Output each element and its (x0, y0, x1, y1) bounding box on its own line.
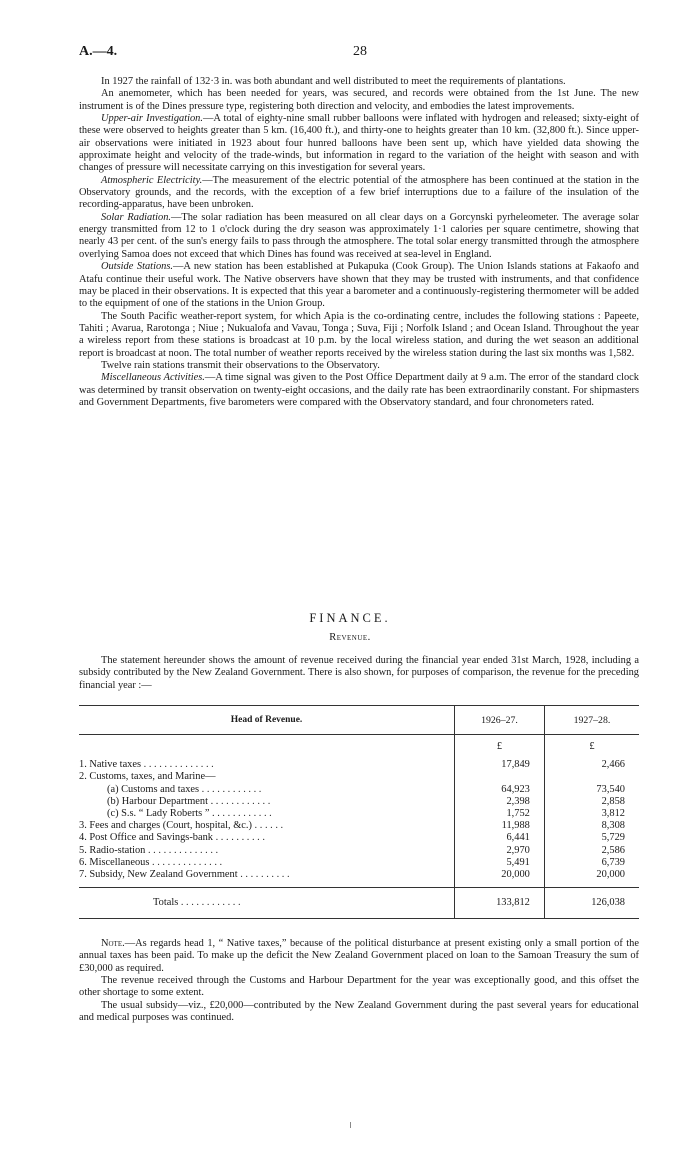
note-customs (79, 975, 639, 1000)
paragraph-weather-report-system (79, 311, 639, 360)
revenue-head-cell (79, 857, 455, 869)
revenue-head-cell (79, 771, 455, 783)
table-row (79, 759, 639, 771)
paragraph-outside-stations (79, 261, 639, 310)
revenue-head-label: 4. Post Office and Savings-bank (79, 832, 214, 844)
table-row (79, 808, 639, 820)
total-1926-27: 133,812 (455, 888, 545, 919)
paragraph-text: Twelve rain stations transmit their observations to the Observatory. (101, 359, 380, 371)
section-subtitle-revenue: Revenue. (329, 632, 371, 643)
revenue-1926-27: 20,000 (455, 869, 545, 881)
leader-dots: . . . . . . . . . . (218, 795, 271, 807)
total-1927-28: 126,038 (544, 888, 639, 919)
paragraph-text: In 1927 the rainfall of 132·3 in. was both abundant and well distributed to meet the requirements of plantations. (101, 76, 566, 87)
paragraph-text: —A total of eighty-nine small rubber balloons were inflated with hydrogen and released; sixty-eight of these were observed to heights greater than 5 km. (16,400 ft.), and thirty-one to heights greater than 10 km. (32,800 ft.). Since upper-air observations were initiated in 1923 about four hunred balloons have been sent up, which have yielded data showing the approximate height and velocity of the trade-winds, but information in regard to the variation of the height with season and with changes of pressure will necessitate carrying on this investigation for several years. (79, 113, 640, 174)
revenue-1927-28: 73,540 (544, 784, 639, 796)
leader-dots: . . . . . . (251, 820, 284, 832)
note-native-taxes (79, 938, 639, 975)
table-row (79, 784, 639, 796)
column-header-1926-27: 1926–27. (455, 706, 545, 735)
revenue-1927-28: 2,586 (544, 845, 639, 857)
revenue-1926-27: 11,988 (455, 820, 545, 832)
revenue-1927-28: 6,739 (544, 857, 639, 869)
page-mark (350, 1122, 351, 1128)
paragraph-anemometer (79, 88, 639, 113)
revenue-1926-27: 64,923 (455, 784, 545, 796)
revenue-1926-27: 5,491 (455, 857, 545, 869)
unit-1926-27: £ (455, 735, 545, 754)
document-reference: A.—4. (79, 44, 118, 59)
paragraph-rainfall (79, 76, 639, 88)
revenue-1927-28: 5,729 (544, 832, 639, 844)
table-row (79, 820, 639, 832)
revenue-1926-27: 17,849 (455, 759, 545, 771)
paragraph-text: The South Pacific weather-report system, for which Apia is the co-ordinating centre, includes the following stations : Papeete, Tahiti ; Avarua, Rarotonga ; Niue ; Nukualofa and Vavau, Tonga ; Suva, Fiji ; Norfolk Island ; and Ocean Island. Throughout the year a wireless report from these stations is broadcast at 10 p.m. by the local wireless station, and during the wet season an additional report is broadcast at noon. The total number of weather reports received by the wireless station during the last six months was 1,582. (79, 310, 639, 359)
note-text: —As regards head 1, “ Native taxes,” because of the political disturbance at present existing only a small portion of the annual taxes has been paid. To make up the deficit the New Zealand Government placed on loan to the Samoan Treasury the sum of £30,000 as required. (79, 938, 639, 974)
leader-dots: . . . . . . . . . . (219, 808, 272, 820)
revenue-head-cell (79, 759, 455, 771)
note-subsidy (79, 1000, 639, 1025)
table-row (79, 771, 639, 783)
revenue-head-label: (a) Customs and taxes (107, 783, 200, 795)
revenue-head-label: 3. Fees and charges (Court, hospital, &c.) (79, 820, 252, 832)
paragraph-heading: Outside Stations. (101, 261, 173, 273)
revenue-head-label: 6. Miscellaneous (79, 856, 150, 868)
table-row (79, 796, 639, 808)
page-header (79, 44, 641, 66)
table-row-units (79, 735, 639, 754)
leader-dots: . . . . . . . . . . . . . . (141, 759, 214, 771)
revenue-notes (79, 938, 639, 1024)
revenue-1927-28 (544, 771, 639, 783)
revenue-table (79, 705, 639, 919)
paragraph-text: —A time signal was given to the Post Office Department daily at 9 a.m. The error of the standard clock was determined by transit observation on twenty-eight occasions, and the daily rate has been extraordinarily constant. For shipmasters and Government Departments, five barometers were compared with the Observatory standard, and four chronometers rated. (79, 372, 639, 408)
unit-1927-28: £ (544, 735, 639, 754)
paragraph-text: —A new station has been established at Pukapuka (Cook Group). The Union Islands stations at Fakaofo and Atafu continue their useful work. The Native observers have shown that they may be trusted with instruments, and that confidence may be placed in their observations. It is expected that this year a barometer and a continuously-registering thermometer will be added to the equipment of one of the stations in the Union Group. (79, 261, 639, 310)
paragraph-atmospheric-electricity (79, 175, 639, 212)
revenue-head-cell (79, 796, 455, 808)
paragraph-solar-radiation (79, 212, 639, 261)
paragraph-heading: Miscellaneous Activities. (101, 372, 205, 384)
finance-intro-text: The statement hereunder shows the amount of revenue received during the financial year ended 31st March, 1928, including a subsidy contributed by the New Zealand Government. There is also shown, for purposes of comparison, the revenue for the preceding financial year :— (79, 655, 639, 691)
revenue-head-cell (79, 832, 455, 844)
table-row (79, 832, 639, 844)
totals-label-cell (79, 888, 455, 919)
revenue-head-cell (79, 869, 455, 881)
leader-dots: . . . . . . . . . . (237, 869, 290, 881)
revenue-head-label: 1. Native taxes (79, 759, 142, 771)
revenue-1927-28: 2,858 (544, 796, 639, 808)
column-header-head: Head of Revenue. (79, 706, 455, 735)
revenue-1927-28: 2,466 (544, 759, 639, 771)
leader-dots: . . . . . . . . . . . . (178, 897, 241, 909)
revenue-1927-28: 3,812 (544, 808, 639, 820)
revenue-head-label: 2. Customs, taxes, and Marine— (79, 771, 216, 783)
leader-dots: . . . . . . . . . . . . . . (145, 844, 219, 856)
note-text: The usual subsidy—viz., £20,000—contributed by the New Zealand Government during the past several years for educational and medical purposes was continued. (79, 999, 639, 1024)
revenue-1926-27: 2,398 (455, 796, 545, 808)
paragraph-miscellaneous-activities (79, 372, 639, 409)
revenue-head-cell (79, 784, 455, 796)
revenue-1927-28: 20,000 (544, 869, 639, 881)
revenue-1926-27: 6,441 (455, 832, 545, 844)
table-cell (79, 735, 455, 754)
column-header-1927-28: 1927–28. (544, 706, 639, 735)
revenue-head-label: 7. Subsidy, New Zealand Government (79, 869, 238, 881)
revenue-head-label: (c) S.s. “ Lady Roberts ” . . (107, 808, 220, 820)
paragraph-heading: Solar Radiation. (101, 211, 171, 223)
paragraph-text: —The solar radiation has been measured on all clear days on a Gorcynski pyrheleometer. The average solar energy transmitted from 12 to 1 o'clock during the dry season was approximately 1·1 calories per square centimetre, showing that nearly 43 per cent. of the sun's energy fails to pass through the atmosphere. The total solar energy transmitted through the atmosphere overlying Samoa does not exceed that which Dines has found was received at sea-level in England. (79, 211, 639, 260)
note-heading: Note. (101, 938, 125, 949)
revenue-1926-27: 2,970 (455, 845, 545, 857)
leader-dots: . . . . . . . . . . . . (199, 783, 262, 795)
revenue-1926-27: 1,752 (455, 808, 545, 820)
revenue-head-cell (79, 808, 455, 820)
note-text: The revenue received through the Customs and Harbour Department for the year was exceptionally good, and this offset the other shortage to some extent. (79, 975, 639, 999)
revenue-1927-28: 8,308 (544, 820, 639, 832)
table-row (79, 869, 639, 881)
table-row (79, 845, 639, 857)
section-title-finance: FINANCE. (309, 611, 391, 625)
revenue-head-cell (79, 845, 455, 857)
paragraph-heading: Upper-air Investigation. (101, 113, 203, 125)
paragraph-heading: Atmospheric Electricity. (101, 174, 203, 186)
paragraph-rain-stations (79, 360, 639, 372)
revenue-head-cell (79, 820, 455, 832)
paragraph-text: An anemometer, which has been needed for years, was secured, and records were obtained from the 1st June. The new instrument is of the Dines pressure type, registering both direction and velocity, and embodies the latest improvements. (79, 88, 639, 112)
table-row-totals (79, 888, 639, 919)
table-row (79, 857, 639, 869)
totals-label: Totals (153, 897, 179, 909)
leader-dots: . . . . . . . . . . (213, 832, 265, 844)
observatory-report-text (79, 76, 639, 409)
revenue-1926-27 (455, 771, 545, 783)
paragraph-upper-air (79, 113, 639, 175)
revenue-head-label: 5. Radio-station (79, 844, 146, 856)
revenue-head-label: (b) Harbour Department . . (107, 795, 219, 807)
leader-dots: . . . . . . . . . . . . . . (149, 856, 223, 868)
finance-intro (79, 655, 639, 692)
paragraph-text: —The measurement of the electric potential of the atmosphere has been continued at the station in the Observatory grounds, and the records, with the exception of a few brief interruptions due to a failure of the insulation of the recording-apparatus, have been unbroken. (79, 174, 639, 211)
page-number: 28 (353, 44, 367, 59)
